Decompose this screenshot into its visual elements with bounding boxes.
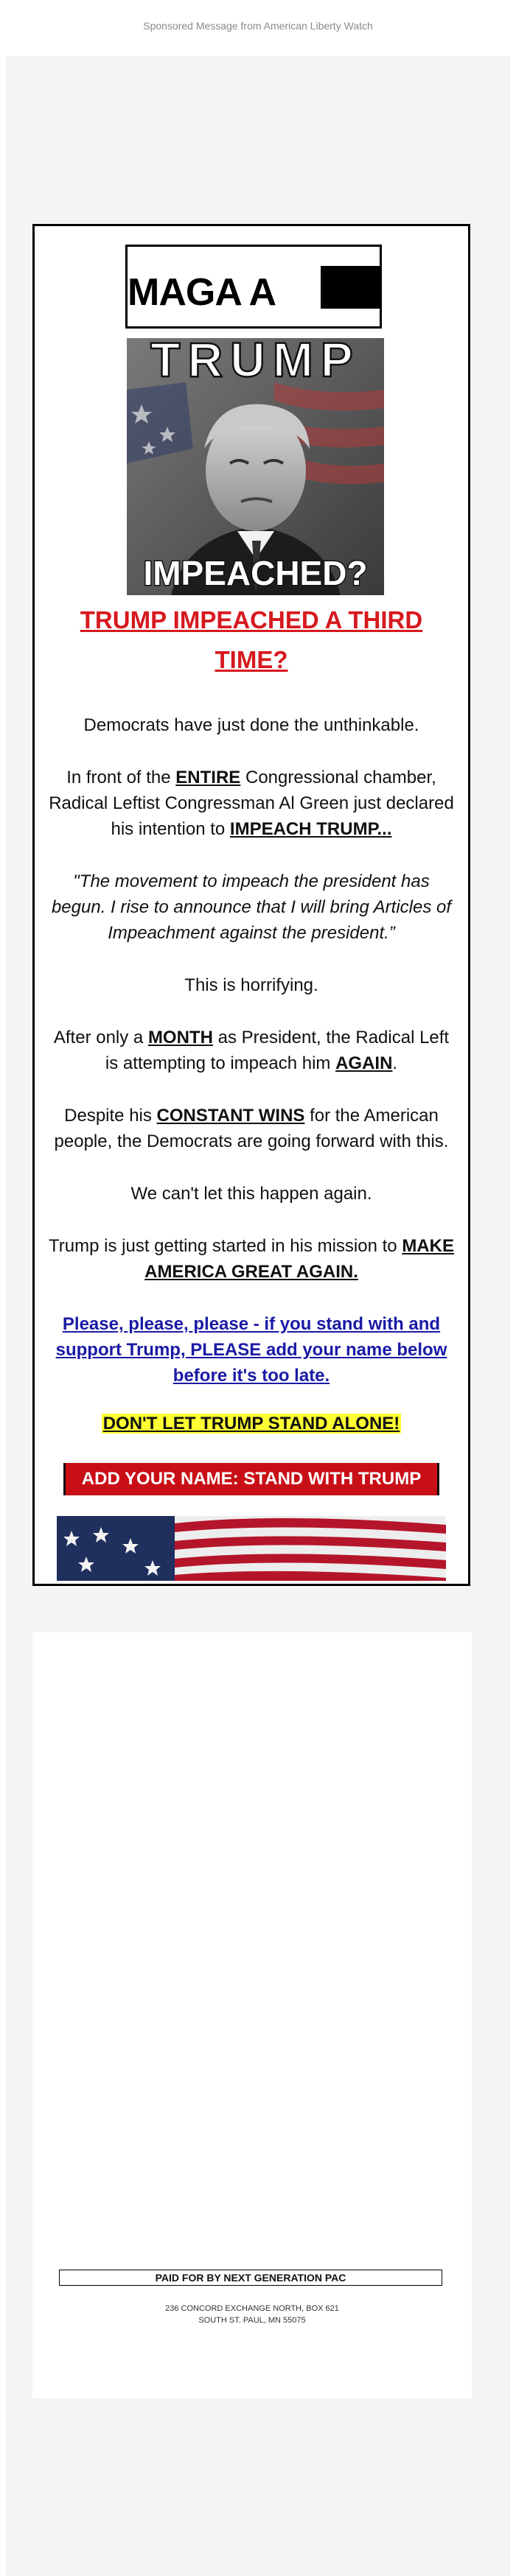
- paragraph-cant-let: We can't let this happen again.: [130, 1184, 372, 1204]
- footer-card: [32, 1632, 472, 2398]
- headline[interactable]: TRUMP IMPEACHED A THIRD TIME?: [80, 606, 423, 673]
- text-span: as President, the Radical Left is attempting to impeach him: [105, 1028, 450, 1073]
- hero-illustration: [127, 338, 384, 595]
- dont-let-trump-stand-alone-link[interactable]: DON'T LET TRUMP STAND ALONE!: [102, 1414, 400, 1433]
- emphasis-constant-wins: CONSTANT WINS: [156, 1106, 305, 1126]
- emphasis-impeach-trump: IMPEACH TRUMP...: [229, 819, 392, 839]
- text-span: Congressional chamber, Radical Leftist Congressman Al Green just declared his intention to: [49, 768, 454, 839]
- paragraph-constant-wins: [48, 1103, 455, 1154]
- blue-link-paragraph: [48, 1311, 455, 1389]
- mailing-address: [32, 2303, 472, 2326]
- email-card: [32, 224, 470, 1586]
- american-flag-banner[interactable]: [57, 1516, 446, 1581]
- emphasis-again: AGAIN: [335, 1053, 393, 1073]
- text-span: for the American people, the Democrats are going forward with this.: [54, 1106, 449, 1151]
- paragraph-horrifying: This is horrifying.: [184, 975, 318, 995]
- paragraph-unthinkable: Democrats have just done the unthinkable.: [83, 715, 419, 735]
- emphasis-maga: MAKE AMERICA GREAT AGAIN.: [144, 1236, 454, 1282]
- hero-top-word: TRUMP: [150, 338, 360, 387]
- address-line-2: SOUTH ST. PAUL, MN 55075: [198, 2316, 306, 2325]
- text-span: After only a: [53, 1028, 148, 1047]
- trump-impeached-hero-image[interactable]: [127, 338, 384, 595]
- paragraph-maga-mission: [48, 1233, 455, 1285]
- maga-logo[interactable]: [125, 245, 382, 329]
- paragraph-al-green: [48, 765, 455, 842]
- text-span: Trump is just getting started in his mission to: [49, 1236, 402, 1256]
- add-your-name-button[interactable]: ADD YOUR NAME: STAND WITH TRUMP: [63, 1463, 439, 1495]
- text-span: Despite his: [64, 1106, 157, 1126]
- emphasis-month: MONTH: [147, 1028, 213, 1047]
- logo-text: MAGA A: [128, 271, 276, 314]
- cta-wrapper: [48, 1463, 455, 1495]
- address-line-1: 236 CONCORD EXCHANGE NORTH, BOX 621: [165, 2304, 339, 2313]
- quote-paragraph: "The movement to impeach the president has begun. I rise to announce that I will bring Articles of Impeachment against the president.”: [51, 871, 452, 943]
- yellow-callout-line: [48, 1411, 455, 1436]
- flag-illustration: [57, 1516, 446, 1581]
- paid-for-by-disclaimer: PAID FOR BY NEXT GENERATION PAC: [59, 2270, 442, 2286]
- text-span: In front of the: [66, 768, 176, 787]
- add-name-link[interactable]: Please, please, please - if you stand with and support Trump, PLEASE add your name below before it's too late.: [55, 1314, 447, 1386]
- text-span: .: [392, 1053, 398, 1073]
- hero-bottom-word: IMPEACHED?: [143, 554, 368, 592]
- sponsored-preheader: Sponsored Message from American Liberty Watch: [143, 20, 373, 32]
- email-body: [48, 712, 455, 1517]
- logo-redaction-block: [321, 266, 380, 309]
- emphasis-entire: ENTIRE: [175, 768, 241, 787]
- paragraph-month: [48, 1025, 455, 1076]
